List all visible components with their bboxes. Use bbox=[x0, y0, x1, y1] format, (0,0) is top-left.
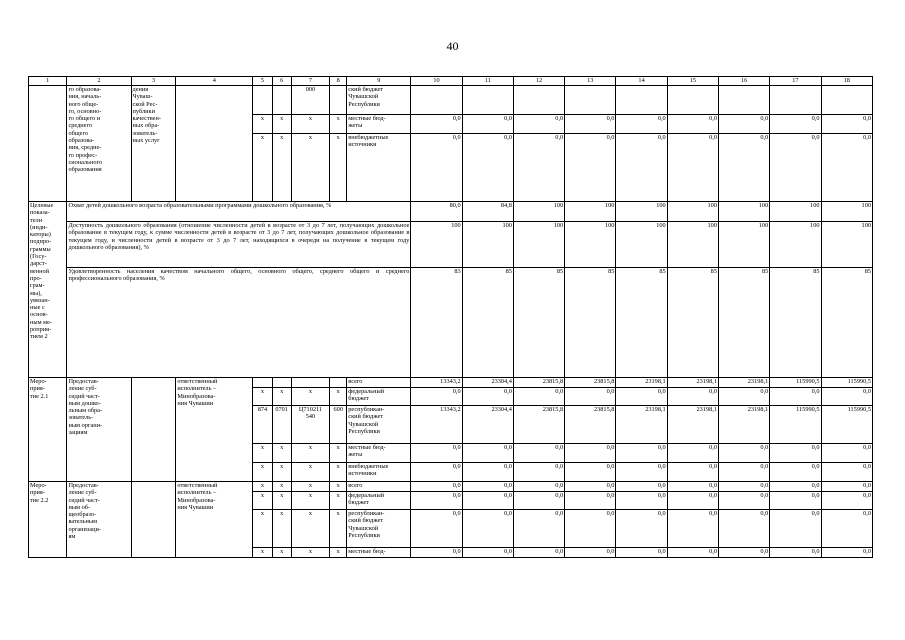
value-cell: 0,0 bbox=[462, 134, 513, 202]
value-cell: 0,0 bbox=[565, 548, 616, 558]
value-cell: 0,0 bbox=[770, 463, 821, 482]
code-cell: x bbox=[291, 444, 329, 463]
value-cell: 23198,1 bbox=[718, 406, 769, 444]
goal-cell bbox=[131, 378, 176, 482]
code-cell: x bbox=[291, 463, 329, 482]
column-header: 17 bbox=[770, 77, 821, 86]
value-cell: 80,0 bbox=[411, 202, 462, 222]
value-cell: 0,0 bbox=[411, 134, 462, 202]
code-cell: x bbox=[330, 548, 347, 558]
funding-source: федеральный бюджет bbox=[347, 388, 411, 406]
value-cell: 0,0 bbox=[821, 444, 873, 463]
value-cell: 0,0 bbox=[616, 134, 667, 202]
value-cell: 0,0 bbox=[770, 510, 821, 548]
code-cell: x bbox=[330, 510, 347, 548]
column-header: 6 bbox=[272, 77, 291, 86]
value-cell: 23815,8 bbox=[513, 406, 564, 444]
activity-number: Меро- прия- тие 2.2 bbox=[29, 482, 67, 558]
value-cell: 0,0 bbox=[513, 482, 564, 492]
value-cell: 0,0 bbox=[462, 510, 513, 548]
value-cell: 0,0 bbox=[411, 548, 462, 558]
code-cell: x bbox=[272, 463, 291, 482]
code-cell: x bbox=[272, 510, 291, 548]
indicators-label: Целевые показа- тели (инди- каторы) подпро- граммы (Госу- дарст- венной про- грам- мы), увязан- ные с основ- ным ме- роприя- тием 2 bbox=[29, 202, 67, 378]
code-cell: x bbox=[253, 115, 272, 134]
value-cell: 100 bbox=[718, 202, 769, 222]
value-cell: 0,0 bbox=[821, 134, 873, 202]
column-header: 12 bbox=[513, 77, 564, 86]
value-cell: 100 bbox=[667, 222, 718, 268]
value-cell: 83 bbox=[411, 268, 462, 378]
value-cell: 84,8 bbox=[462, 202, 513, 222]
value-cell: 0,0 bbox=[718, 548, 769, 558]
value-cell: 0,0 bbox=[667, 548, 718, 558]
value-cell: 0,0 bbox=[770, 388, 821, 406]
code-cell bbox=[272, 378, 291, 388]
code-cell: x bbox=[330, 463, 347, 482]
table-row bbox=[29, 378, 873, 388]
value-cell bbox=[616, 86, 667, 115]
goal-cell bbox=[131, 482, 176, 558]
value-cell: 100 bbox=[718, 222, 769, 268]
value-cell: 0,0 bbox=[770, 492, 821, 510]
value-cell: 100 bbox=[411, 222, 462, 268]
value-cell: 100 bbox=[616, 222, 667, 268]
value-cell: 100 bbox=[565, 202, 616, 222]
value-cell: 100 bbox=[616, 202, 667, 222]
value-cell: 0,0 bbox=[821, 492, 873, 510]
value-cell: 0,0 bbox=[616, 115, 667, 134]
column-header: 8 bbox=[330, 77, 347, 86]
code-cell: x bbox=[291, 134, 329, 202]
code-cell: x bbox=[330, 134, 347, 202]
code-cell bbox=[330, 86, 347, 115]
code-cell: x bbox=[291, 548, 329, 558]
indicator-row bbox=[29, 268, 873, 378]
value-cell: 0,0 bbox=[718, 492, 769, 510]
code-cell bbox=[272, 86, 291, 115]
column-header: 7 bbox=[291, 77, 329, 86]
value-cell: 0,0 bbox=[462, 492, 513, 510]
executor-cell: ответственный исполнитель – Минобразова- ния Чувашии bbox=[176, 378, 253, 482]
empty-cell bbox=[29, 86, 67, 202]
executor-cell: ответственный исполнитель – Минобразова- ния Чувашии bbox=[176, 482, 253, 558]
page-number: 40 bbox=[446, 39, 459, 53]
value-cell: 0,0 bbox=[513, 463, 564, 482]
value-cell: 0,0 bbox=[411, 492, 462, 510]
value-cell: 0,0 bbox=[616, 492, 667, 510]
value-cell: 23815,8 bbox=[565, 406, 616, 444]
value-cell: 0,0 bbox=[821, 115, 873, 134]
code-cell: x bbox=[253, 444, 272, 463]
value-cell: 100 bbox=[821, 222, 873, 268]
value-cell: 100 bbox=[667, 202, 718, 222]
value-cell: 100 bbox=[770, 202, 821, 222]
value-cell: 23304,4 bbox=[462, 378, 513, 388]
value-cell: 0,0 bbox=[411, 115, 462, 134]
code-cell: x bbox=[291, 115, 329, 134]
value-cell: 85 bbox=[667, 268, 718, 378]
value-cell: 0,0 bbox=[718, 444, 769, 463]
code-cell: x bbox=[272, 492, 291, 510]
column-header: 3 bbox=[131, 77, 176, 86]
value-cell: 100 bbox=[462, 222, 513, 268]
code-cell: x bbox=[253, 482, 272, 492]
value-cell bbox=[411, 86, 462, 115]
value-cell: 0,0 bbox=[513, 444, 564, 463]
value-cell: 0,0 bbox=[462, 548, 513, 558]
value-cell: 0,0 bbox=[513, 510, 564, 548]
funding-source: республикан- ский бюджет Чувашской Республики bbox=[347, 406, 411, 444]
value-cell: 85 bbox=[770, 268, 821, 378]
header-row bbox=[29, 77, 873, 86]
value-cell: 0,0 bbox=[565, 134, 616, 202]
code-cell: 874 bbox=[253, 406, 272, 444]
value-cell: 0,0 bbox=[770, 444, 821, 463]
value-cell: 100 bbox=[821, 202, 873, 222]
value-cell: 0,0 bbox=[411, 482, 462, 492]
value-cell: 85 bbox=[821, 268, 873, 378]
column-header: 1 bbox=[29, 77, 67, 86]
value-cell bbox=[565, 86, 616, 115]
value-cell: 0,0 bbox=[616, 548, 667, 558]
value-cell: 0,0 bbox=[718, 510, 769, 548]
value-cell: 0,0 bbox=[718, 115, 769, 134]
value-cell: 115990,5 bbox=[821, 378, 873, 388]
value-cell: 0,0 bbox=[667, 482, 718, 492]
value-cell: 85 bbox=[565, 268, 616, 378]
column-header: 11 bbox=[462, 77, 513, 86]
value-cell: 0,0 bbox=[462, 115, 513, 134]
column-header: 15 bbox=[667, 77, 718, 86]
value-cell: 0,0 bbox=[770, 134, 821, 202]
indicator-text: Доступность дошкольного образования (отношение численности детей в возрасте от 3 до 7 лет, получающих дошкольное образование в текущем году, к сумме численности детей в возрасте от 3 до 7 лет, получающих дошкольное образование в текущем году, и численности детей в возрасте от 3 до 7 лет, находящихся в очереди на получение в текущем году дошкольного образования), % bbox=[67, 222, 411, 268]
funding-source: всего bbox=[347, 378, 411, 388]
column-header: 5 bbox=[253, 77, 272, 86]
value-cell: 0,0 bbox=[462, 388, 513, 406]
funding-source: местные бюд- bbox=[347, 548, 411, 558]
code-cell: x bbox=[330, 444, 347, 463]
code-cell: x bbox=[253, 388, 272, 406]
value-cell: 23198,1 bbox=[718, 378, 769, 388]
value-cell: 23815,8 bbox=[513, 378, 564, 388]
activity-number: Меро- прия- тие 2.1 bbox=[29, 378, 67, 482]
value-cell: 23304,4 bbox=[462, 406, 513, 444]
indicator-row bbox=[29, 222, 873, 268]
goal-cell: дения Чуваш- ской Рес- публики качествен- ных обра- зователь- ных услуг bbox=[131, 86, 176, 202]
activity-name: Предостав- ление суб- сидий част- ным дошко- льным обра- зователь- ным органи- зациям bbox=[67, 378, 131, 482]
value-cell: 0,0 bbox=[462, 444, 513, 463]
code-cell: x bbox=[272, 134, 291, 202]
value-cell: 85 bbox=[616, 268, 667, 378]
funding-source: местные бюд- жеты bbox=[347, 444, 411, 463]
code-cell: x bbox=[272, 388, 291, 406]
code-cell: x bbox=[272, 444, 291, 463]
value-cell: 13343,2 bbox=[411, 378, 462, 388]
funding-source: федеральный бюджет bbox=[347, 492, 411, 510]
value-cell: 0,0 bbox=[565, 482, 616, 492]
table-row bbox=[29, 482, 873, 492]
value-cell: 0,0 bbox=[718, 134, 769, 202]
value-cell: 0,0 bbox=[411, 510, 462, 548]
column-header: 16 bbox=[718, 77, 769, 86]
value-cell: 115990,5 bbox=[770, 378, 821, 388]
value-cell: 0,0 bbox=[513, 492, 564, 510]
column-header: 2 bbox=[67, 77, 131, 86]
code-cell: 0701 bbox=[272, 406, 291, 444]
value-cell bbox=[513, 86, 564, 115]
value-cell: 100 bbox=[770, 222, 821, 268]
value-cell: 0,0 bbox=[616, 510, 667, 548]
value-cell: 0,0 bbox=[667, 510, 718, 548]
code-cell: x bbox=[330, 492, 347, 510]
activity-name: го образова- ния, началь- ного обще- го, основно- го общего и среднего общего образова- ния, средне- го профес- сионального образования bbox=[67, 86, 131, 202]
value-cell: 0,0 bbox=[462, 482, 513, 492]
code-cell: x bbox=[330, 388, 347, 406]
code-cell: 000 bbox=[291, 86, 329, 115]
value-cell: 0,0 bbox=[718, 463, 769, 482]
value-cell: 0,0 bbox=[513, 134, 564, 202]
value-cell: 0,0 bbox=[667, 444, 718, 463]
funding-source: ский бюджет Чувашской Республики bbox=[347, 86, 411, 115]
code-cell: x bbox=[291, 388, 329, 406]
value-cell: 0,0 bbox=[513, 548, 564, 558]
value-cell: 0,0 bbox=[411, 444, 462, 463]
code-cell: x bbox=[253, 463, 272, 482]
value-cell: 0,0 bbox=[821, 482, 873, 492]
activity-name: Предостав- ление суб- сидий част- ным об- щеобразо- вательным организаци- ям bbox=[67, 482, 131, 558]
code-cell: Ц710211 540 bbox=[291, 406, 329, 444]
value-cell bbox=[718, 86, 769, 115]
value-cell: 0,0 bbox=[667, 463, 718, 482]
code-cell: x bbox=[253, 492, 272, 510]
column-header: 4 bbox=[176, 77, 253, 86]
indicator-text: Охват детей дошкольного возраста образовательными программами дошкольного образования, % bbox=[67, 202, 411, 222]
value-cell: 0,0 bbox=[565, 510, 616, 548]
value-cell: 0,0 bbox=[770, 482, 821, 492]
value-cell: 0,0 bbox=[616, 463, 667, 482]
code-cell: x bbox=[272, 115, 291, 134]
funding-source: внебюджетные источники bbox=[347, 134, 411, 202]
value-cell: 0,0 bbox=[462, 463, 513, 482]
value-cell: 0,0 bbox=[565, 444, 616, 463]
code-cell bbox=[253, 378, 272, 388]
value-cell bbox=[770, 86, 821, 115]
value-cell: 23815,8 bbox=[565, 378, 616, 388]
indicator-row bbox=[29, 202, 873, 222]
value-cell: 0,0 bbox=[821, 548, 873, 558]
value-cell: 0,0 bbox=[667, 115, 718, 134]
value-cell: 0,0 bbox=[565, 463, 616, 482]
value-cell: 13343,2 bbox=[411, 406, 462, 444]
funding-source: внебюджетные источники bbox=[347, 463, 411, 482]
code-cell: x bbox=[291, 482, 329, 492]
code-cell: x bbox=[330, 482, 347, 492]
code-cell: x bbox=[291, 510, 329, 548]
value-cell: 0,0 bbox=[616, 388, 667, 406]
value-cell: 85 bbox=[462, 268, 513, 378]
funding-source: местные бюд- жеты bbox=[347, 115, 411, 134]
budget-table bbox=[28, 76, 873, 558]
code-cell: x bbox=[330, 115, 347, 134]
column-header: 18 bbox=[821, 77, 873, 86]
value-cell: 0,0 bbox=[770, 548, 821, 558]
column-header: 14 bbox=[616, 77, 667, 86]
column-header: 13 bbox=[565, 77, 616, 86]
code-cell bbox=[291, 378, 329, 388]
code-cell: x bbox=[253, 548, 272, 558]
value-cell: 0,0 bbox=[718, 388, 769, 406]
code-cell bbox=[253, 86, 272, 115]
value-cell: 0,0 bbox=[565, 492, 616, 510]
value-cell: 85 bbox=[718, 268, 769, 378]
table-row bbox=[29, 86, 873, 115]
code-cell: x bbox=[253, 510, 272, 548]
value-cell: 0,0 bbox=[565, 388, 616, 406]
value-cell: 100 bbox=[513, 222, 564, 268]
code-cell: x bbox=[272, 482, 291, 492]
column-header: 10 bbox=[411, 77, 462, 86]
code-cell: 600 bbox=[330, 406, 347, 444]
value-cell: 0,0 bbox=[411, 388, 462, 406]
value-cell: 0,0 bbox=[667, 492, 718, 510]
value-cell: 23198,1 bbox=[667, 378, 718, 388]
empty-cell bbox=[176, 86, 253, 202]
column-header: 9 bbox=[347, 77, 411, 86]
value-cell: 0,0 bbox=[821, 463, 873, 482]
code-cell: x bbox=[272, 548, 291, 558]
value-cell: 0,0 bbox=[616, 482, 667, 492]
value-cell: 115990,5 bbox=[770, 406, 821, 444]
value-cell: 0,0 bbox=[667, 134, 718, 202]
indicator-text: Удовлетворенность населения качеством начального общего, основного общего, среднего общего и среднего профессионального образования, % bbox=[67, 268, 411, 378]
value-cell bbox=[462, 86, 513, 115]
value-cell: 0,0 bbox=[718, 482, 769, 492]
value-cell: 100 bbox=[565, 222, 616, 268]
value-cell: 115990,5 bbox=[821, 406, 873, 444]
value-cell: 23198,1 bbox=[616, 378, 667, 388]
value-cell: 0,0 bbox=[770, 115, 821, 134]
funding-source: республикан- ский бюджет Чувашской Республики bbox=[347, 510, 411, 548]
value-cell: 0,0 bbox=[616, 444, 667, 463]
value-cell: 100 bbox=[513, 202, 564, 222]
value-cell: 23198,1 bbox=[616, 406, 667, 444]
value-cell bbox=[821, 86, 873, 115]
value-cell: 0,0 bbox=[565, 115, 616, 134]
value-cell: 0,0 bbox=[513, 115, 564, 134]
funding-source: всего bbox=[347, 482, 411, 492]
code-cell: x bbox=[253, 134, 272, 202]
value-cell: 0,0 bbox=[513, 388, 564, 406]
value-cell: 0,0 bbox=[667, 388, 718, 406]
value-cell: 23198,1 bbox=[667, 406, 718, 444]
value-cell: 0,0 bbox=[821, 510, 873, 548]
value-cell: 0,0 bbox=[821, 388, 873, 406]
value-cell: 85 bbox=[513, 268, 564, 378]
value-cell: 0,0 bbox=[411, 463, 462, 482]
code-cell bbox=[330, 378, 347, 388]
code-cell: x bbox=[291, 492, 329, 510]
value-cell bbox=[667, 86, 718, 115]
